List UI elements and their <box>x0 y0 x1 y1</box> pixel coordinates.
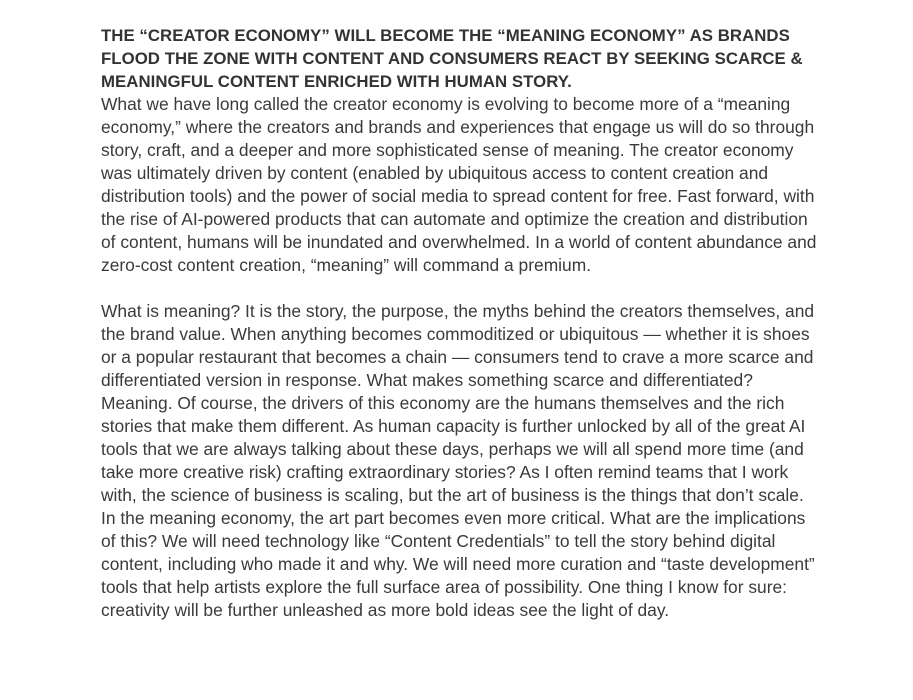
article-paragraph-2: What is meaning? It is the story, the purpose, the myths behind the creators themselves, and the brand value. When anything becomes commoditized or ubiquitous — whether it is shoes or a popular restaurant that becomes a chain — consumers tend to crave a more scarce and differentiated version in response. What makes something scarce and differentiated? Meaning. Of course, the drivers of this economy are the humans themselves and the rich stories that make them different. As human capacity is further unlocked by all of the great AI tools that we are always talking about these days, perhaps we will all spend more time (and take more creative risk) crafting extraordinary stories? As I often remind teams that I work with, the science of business is scaling, but the art of business is the things that don’t scale. In the meaning economy, the art part becomes even more critical. What are the implications of this? We will need technology like “Content Credentials” to tell the story behind digital content, including who made it and why. We will need more curation and “taste development” tools that help artists explore the full surface area of possibility. One thing I know for sure: creativity will be further unleashed as more bold ideas see the light of day. <box>101 301 815 620</box>
article <box>101 24 821 622</box>
article-headline: THE “CREATOR ECONOMY” WILL BECOME THE “MEANING ECONOMY” AS BRANDS FLOOD THE ZONE WITH CONTENT AND CONSUMERS REACT BY SEEKING SCARCE & MEANINGFUL CONTENT ENRICHED WITH HUMAN STORY. <box>101 26 803 91</box>
article-paragraph-1: What we have long called the creator economy is evolving to become more of a “meaning economy,” where the creators and brands and experiences that engage us will do so through story, craft, and a deeper and more sophisticated sense of meaning. The creator economy was ultimately driven by content (enabled by ubiquitous access to content creation and distribution tools) and the power of social media to spread content for free. Fast forward, with the rise of AI-powered products that can automate and optimize the creation and distribution of content, humans will be inundated and overwhelmed. In a world of content abundance and zero-cost content creation, “meaning” will command a premium. <box>101 94 817 275</box>
